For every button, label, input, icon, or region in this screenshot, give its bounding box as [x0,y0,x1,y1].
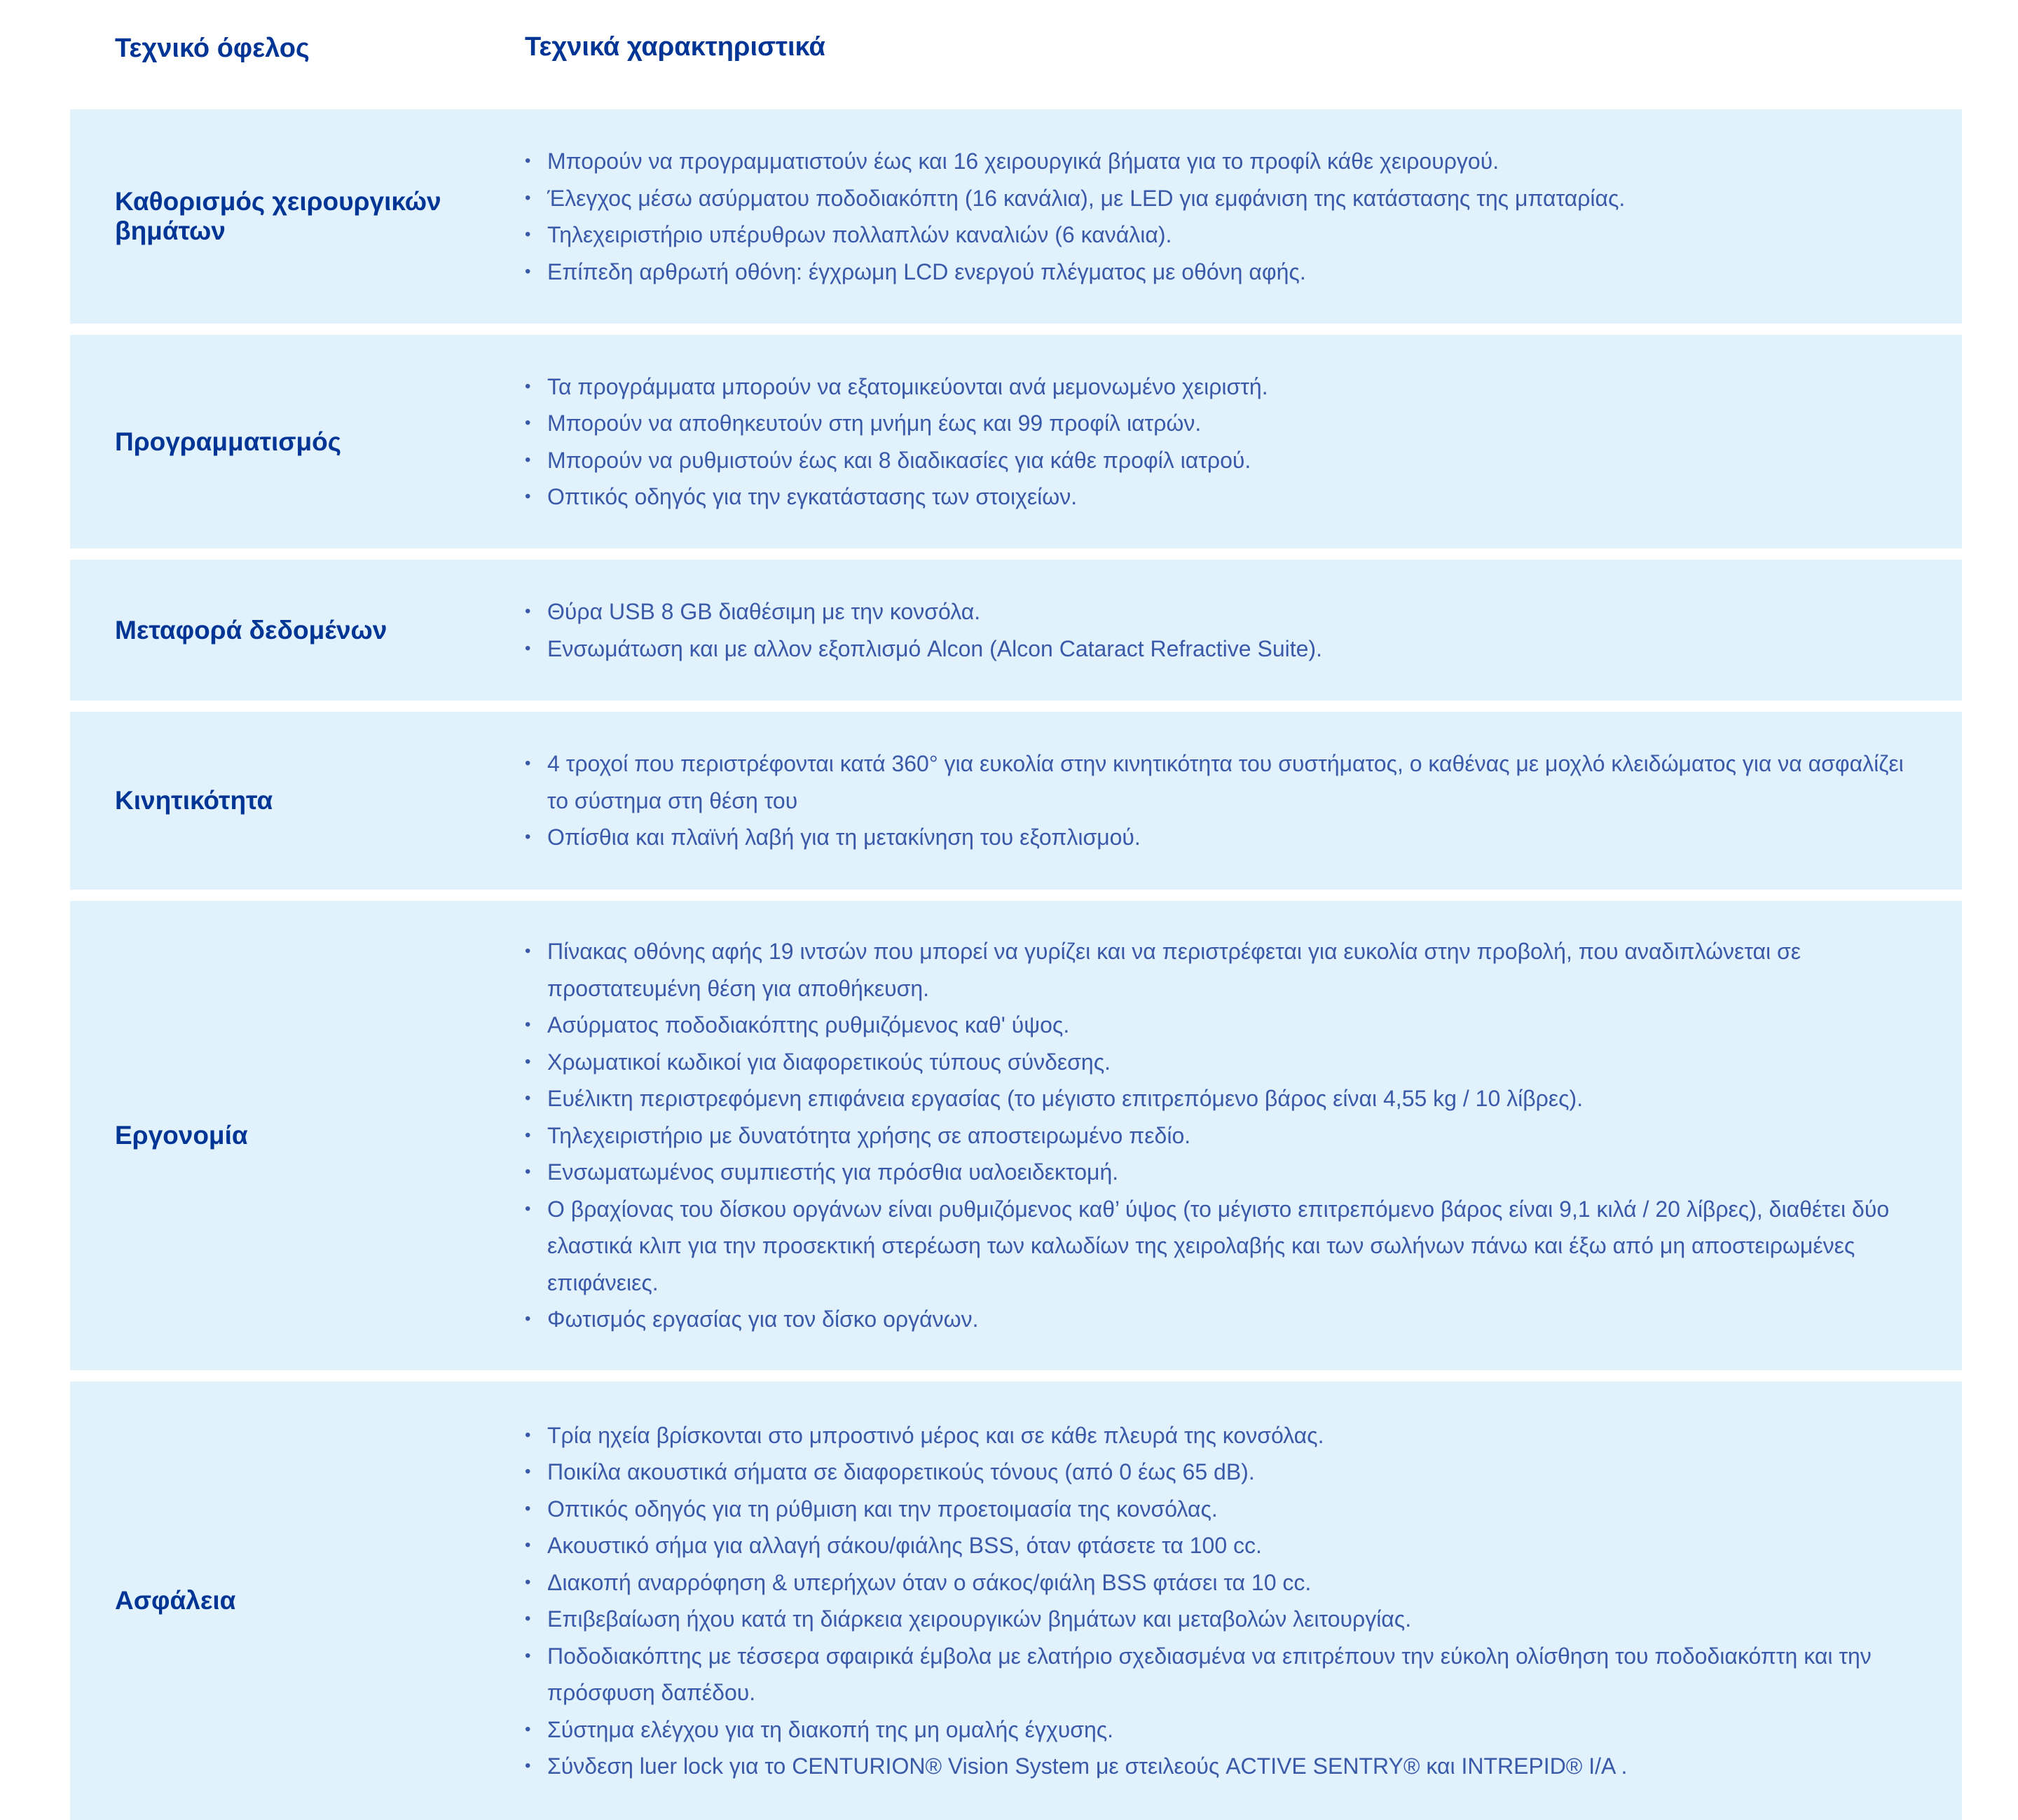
feature-item: • Θύρα USB 8 GB διαθέσιμη με την κονσόλα. [525,593,1916,630]
benefit-cell: Προγραμματισμός [115,427,342,456]
feature-item: • Ακουστικό σήμα για αλλαγή σάκου/φιάλης BSS, όταν φτάσετε τα 100 cc. [525,1527,1916,1564]
feature-item: • Μπορούν να προγραμματιστούν έως και 16 χειρουργικά βήματα για το προφίλ κάθε χειρουργού. [525,143,1916,180]
table-row [70,560,1962,701]
table-row [70,109,1962,324]
feature-item: • Σύστημα ελέγχου για τη διακοπή της μη ομαλής έγχυσης. [525,1711,1916,1749]
feature-item: • Ποδοδιακόπτης με τέσσερα σφαιρικά έμβολα με ελατήριο σχεδιασμένα να επιτρέπουν την εύκολη ολίσθηση του ποδοδιακόπτη και την πρόσφυση δαπέδου. [525,1638,1916,1711]
table-row [70,712,1962,890]
feature-item: • Οπτικός οδηγός για την εγκατάστασης των στοιχείων. [525,478,1916,516]
table-body [70,109,1962,1820]
benefit-cell: Κινητικότητα [115,786,273,815]
feature-item: • Επιβεβαίωση ήχου κατά τη διάρκεια χειρουργικών βημάτων και μεταβολών λειτουργίας. [525,1601,1916,1638]
feature-item: • Πίνακας οθόνης αφής 19 ιντσών που μπορεί να γυρίζει και να περιστρέφεται για ευκολία στην προβολή, που αναδιπλώνεται σε προστατευμένη θέση για αποθήκευση. [525,933,1916,1007]
feature-item: • Ευέλικτη περιστρεφόμενη επιφάνεια εργασίας (το μέγιστο επιτρεπόμενο βάρος είναι 4,55 kg / 10 λίβρες). [525,1080,1916,1117]
features-column-header: Τεχνικά χαρακτηριστικά [525,32,825,62]
benefit-cell: Καθορισμός χειρουργικών βημάτων [115,187,441,245]
features-list [525,368,1916,516]
features-list [525,745,1916,856]
feature-item: • Επίπεδη αρθρωτή οθόνη: έγχρωμη LCD ενεργού πλέγματος με οθόνη αφής. [525,254,1916,291]
feature-item: • Ο βραχίονας του δίσκου οργάνων είναι ρυθμιζόμενος καθ’ ύψος (το μέγιστο επιτρεπόμενο βάρος είναι 9,1 κιλά / 20 λίβρες), διαθέτει δύο ελαστικά κλιπ για την προσεκτική στερέωση των καλωδίων της χειρολαβής και των σωλήνων πάνω και έξω από μη αποστειρωμένες επιφάνειες. [525,1191,1916,1302]
feature-item: • Έλεγχος μέσω ασύρματου ποδοδιακόπτη (16 κανάλια), με LED για εμφάνιση της κατάστασης της μπαταρίας. [525,180,1916,217]
feature-item: • 4 τροχοί που περιστρέφονται κατά 360° για ευκολία στην κινητικότητα του συστήματος, ο καθένας με μοχλό κλειδώματος για να ασφαλίζει το σύστημα στη θέση του [525,745,1916,819]
feature-item: • Σύνδεση luer lock για το CENTURION® Vision System με στειλεούς ACTIVE SENTRY® και INTREPID® I/A . [525,1748,1916,1785]
feature-item: • Ασύρματος ποδοδιακόπτης ρυθμιζόμενος καθ' ύψος. [525,1007,1916,1044]
feature-item: • Ενσωμάτωση και με αλλον εξοπλισμό Alcon (Alcon Cataract Refractive Suite). [525,630,1916,668]
features-list [525,143,1916,290]
feature-item: • Χρωματικοί κωδικοί για διαφορετικούς τύπους σύνδεσης. [525,1044,1916,1081]
benefit-cell: Μεταφορά δεδομένων [115,615,387,644]
features-list [525,593,1916,667]
features-list [525,933,1916,1338]
feature-item: • Ενσωματωμένος συμπιεστής για πρόσθια υαλοειδεκτομή. [525,1154,1916,1191]
feature-item: • Τηλεχειριστήριο υπέρυθρων πολλαπλών καναλιών (6 κανάλια). [525,216,1916,254]
feature-item: • Τηλεχειριστήριο με δυνατότητα χρήσης σε αποστειρωμένο πεδίο. [525,1117,1916,1154]
feature-item: • Τα προγράμματα μπορούν να εξατομικεύονται ανά μεμονωμένο χειριστή. [525,368,1916,406]
features-list [525,1417,1916,1785]
feature-item: • Τρία ηχεία βρίσκονται στο μπροστινό μέρος και σε κάθε πλευρά της κονσόλας. [525,1417,1916,1454]
feature-item: • Μπορούν να ρυθμιστούν έως και 8 διαδικασίες για κάθε προφίλ ιατρού. [525,442,1916,479]
table-row [70,335,1962,549]
feature-item: • Μπορούν να αποθηκευτούν στη μνήμη έως και 99 προφίλ ιατρών. [525,405,1916,442]
benefit-column-header: Τεχνικό όφελος [115,34,310,63]
feature-item: • Διακοπή αναρρόφηση & υπερήχων όταν ο σάκος/φιάλη BSS φτάσει τα 10 cc. [525,1564,1916,1601]
feature-item: • Φωτισμός εργασίας για τον δίσκο οργάνων. [525,1301,1916,1338]
feature-item: • Οπτικός οδηγός για τη ρύθμιση και την προετοιμασία της κονσόλας. [525,1491,1916,1528]
feature-item: • Ποικίλα ακουστικά σήματα σε διαφορετικούς τόνους (από 0 έως 65 dB). [525,1454,1916,1491]
feature-item: • Οπίσθια και πλαϊνή λαβή για τη μετακίνηση του εξοπλισμού. [525,819,1916,856]
table-row [70,901,1962,1370]
table-header [0,27,2018,69]
benefit-cell: Ασφάλεια [115,1586,236,1615]
benefit-cell: Εργονομία [115,1121,248,1150]
table-row [70,1381,1962,1820]
